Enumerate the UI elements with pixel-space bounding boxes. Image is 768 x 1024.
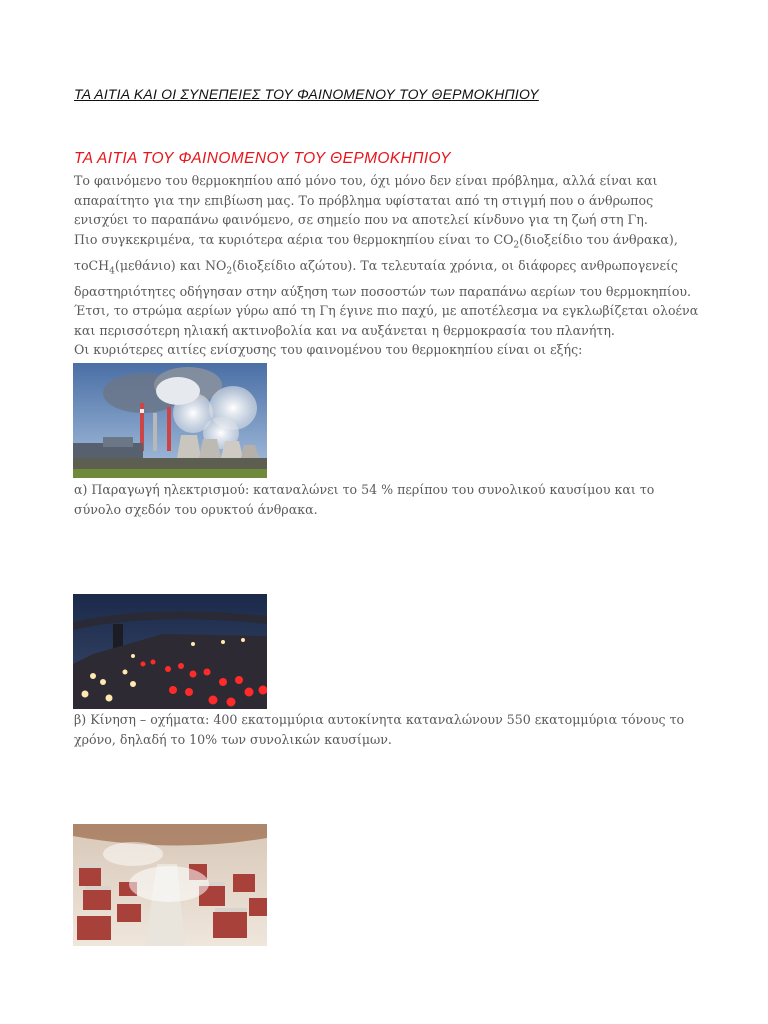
section-heading: ΤΑ ΑΙΤΙΑ ΤΟΥ ΦΑΙΝΟΜΕΝΟΥ ΤΟΥ ΘΕΡΜΟΚΗΠΙΟΥ [74, 150, 451, 167]
document-title: ΤΑ ΑΙΤΙΑ ΚΑΙ ΟΙ ΣΥΝΕΠΕΙΕΣ ΤΟΥ ΦΑΙΝΟΜΕΝΟΥ ΤΟΥ ΘΕΡΜΟΚΗΠΙΟΥ [74, 86, 539, 102]
intro-paragraph-3: Οι κυριότερες αιτίες ενίσχυσης του φαινομένου του θερμοκηπίου είναι οι εξής: [74, 342, 583, 358]
cause-caption-traffic: β) Κίνηση – οχήματα: 400 εκατομμύρια αυτοκίνητα καταναλώνουν 550 εκατομμύρια τόνους το χρόνο, δηλαδή το 10% των συνολικών καυσίμων. [74, 712, 685, 747]
cause-caption-electricity: α) Παραγωγή ηλεκτρισμού: καταναλώνει το 54 % περίπου του συνολικού καυσίμου και το σύνολο σχεδόν του ορυκτού άνθρακα. [74, 482, 655, 517]
industrial-city-photo [73, 824, 267, 946]
intro-paragraph-1: Το φαινόμενο του θερμοκηπίου από μόνο του, όχι μόνο δεν είναι πρόβλημα, αλλά είναι και απαραίτητο για την επιβίωση μας. Το πρόβλημα υφίσταται από τη στιγμή που ο άνθρωπος ενισχύει το παραπάνω φαινόμενο, σε σημείο που να αποτελεί κίνδυνο για τη ζωή στη Γη. [74, 173, 658, 227]
intro-text [74, 171, 704, 360]
traffic-photo [73, 594, 267, 709]
power-plant-photo [73, 363, 267, 478]
intro-paragraph-2: Πιο συγκεκριμένα, τα κυριότερα αέρια του θερμοκηπίου είναι το $CO_2(\delta\iota o\xi\varepsilon ί\delta\iota o$ του άνθρακα), τοCH$_4$(μεθάνιο) και $NO_2(\delta\iota o\xi\varepsilon ί\delta\iota o$ αζώτου). Τα τελευταία χρόνια, οι διάφορες ανθρωπογενείς δραστηριότητες οδήγησαν στην αύξηση των ποσοστών των παραπάνω αερίων του θερμοκηπίου. Έτσι, το στρώμα αερίων γύρω από τη Γη έγινε πιο παχύ, με αποτέλεσμα να εγκλωβίζεται ολοένα και περισσότερη ηλιακή ακτινοβολία και να αυξάνεται η θερμοκρασία του πλανήτη. [74, 231, 699, 338]
